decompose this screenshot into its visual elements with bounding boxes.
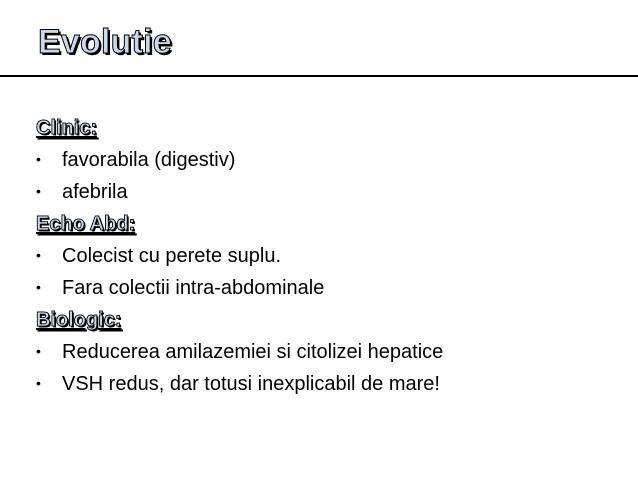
bullet-item xyxy=(36,240,626,272)
bullet-item xyxy=(36,176,626,208)
section-heading-biologic: Biologic: xyxy=(36,309,122,331)
bullet-icon: • xyxy=(36,279,41,295)
bullet-text: favorabila (digestiv) xyxy=(62,149,236,171)
title-divider xyxy=(0,75,638,77)
bullet-text: Reducerea amilazemiei si citolizei hepatice xyxy=(62,341,444,363)
bullet-icon: • xyxy=(36,151,41,167)
bullet-item xyxy=(36,144,626,176)
bullet-text: Fara colectii intra-abdominale xyxy=(62,277,325,299)
section-echo-abd xyxy=(36,208,626,304)
bullet-icon: • xyxy=(36,183,41,199)
bullet-text: afebrila xyxy=(62,181,128,203)
bullet-item xyxy=(36,272,626,304)
section-heading-clinic: Clinic: xyxy=(36,117,98,139)
bullet-icon: • xyxy=(36,247,41,263)
slide-title: Evolutie xyxy=(38,23,172,61)
section-biologic xyxy=(36,304,626,400)
section-heading-echo-abd: Echo Abd: xyxy=(36,213,136,235)
bullet-text: VSH redus, dar totusi inexplicabil de mare! xyxy=(62,373,440,395)
slide-body xyxy=(36,112,626,400)
bullet-text: Colecist cu perete suplu. xyxy=(62,245,282,267)
bullet-item xyxy=(36,336,626,368)
bullet-icon: • xyxy=(36,375,41,391)
bullet-icon: • xyxy=(36,343,41,359)
section-clinic xyxy=(36,112,626,208)
bullet-item xyxy=(36,368,626,400)
